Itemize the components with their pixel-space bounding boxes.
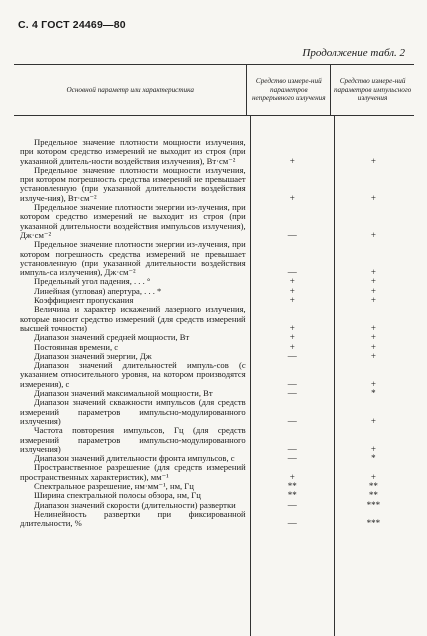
pulsed-mark: + [370,443,376,454]
parameter-description: Диапазон значений скважности импульсов (для средств измерений параметров импульсно-модулированного излучения) [20,397,246,426]
pulsed-mark: + [370,276,376,287]
pulsed-mark: * [371,453,376,464]
table-row [14,426,414,454]
table-row [14,240,414,277]
table-row [14,463,414,482]
parameter-description: Нелинейность развертки при фиксированной длительности, % [20,508,246,529]
pulsed-mark: + [370,192,376,203]
pulsed-mark: + [370,332,376,343]
column-header-continuous: Средство измере-ний параметров непрерывного излучения [246,65,330,115]
continuous-mark: + [289,322,295,333]
parameter-description: Диапазон значений скорости (длительности) развертки [34,499,236,510]
parameter-description: Диапазон значений средней мощности, Вт [34,332,190,343]
pulsed-mark: + [370,341,376,352]
pulsed-mark: + [370,415,376,426]
table-row [14,203,414,240]
parameter-description: Предельное значение плотности энергии из-лучения, при котором средство измерений не выходит из строя (при указанной длительности воздействия импульсов излучения), Дж·см⁻² [20,202,246,240]
parameter-description: Спектральное разрешение, нм·мм⁻¹, нм, Гц [34,480,194,491]
continuous-mark: — [287,229,297,240]
table-header [14,65,414,116]
pulsed-mark: + [370,350,376,361]
column-header-pulsed: Средство измере-ний параметров импульсного излучения [330,65,414,115]
continuous-mark: + [289,276,295,287]
parameter-description: Предельное значение плотности энергии из-лучения, при котором погрешность средства измерений не превышает установленную (при указанной длительности воздействия импуль-са излучения), Дж·см⁻² [20,239,246,278]
table-row [14,138,414,166]
pulsed-mark: ** [368,490,378,501]
continuous-mark: — [287,388,297,399]
pulsed-mark: + [370,471,376,482]
continuous-mark: — [287,499,297,510]
continuous-mark: ** [287,480,297,491]
column-header-main: Основной параметр или характеристика [66,85,194,94]
column-divider [334,116,335,636]
parameter-description: Диапазон значений длительностей импуль-сов (с указанием относительного уровня, на котором производятся измерения), с [20,360,246,389]
pulsed-mark: + [370,378,376,389]
column-divider [250,116,251,636]
continuous-mark: + [289,341,295,352]
pulsed-mark: ** [368,480,378,491]
pulsed-mark: * [371,388,376,399]
continuous-mark: — [287,518,297,529]
parameters-table [14,64,414,636]
continuous-mark: + [289,332,295,343]
pulsed-mark: + [370,295,376,306]
table-rows [14,116,414,528]
parameter-description: Диапазон значений максимальной мощности, Вт [34,388,213,399]
pulsed-mark: + [370,285,376,296]
continuous-mark: + [289,155,295,166]
parameter-description: Ширина спектральной полосы обзора, нм, Гц [34,490,201,501]
parameter-description: Предельное значение плотности мощности излучения, при котором средство измерений не выходит из строя (при указанной длитель-ности воздействия излучения), Вт·см⁻² [20,137,246,166]
parameter-description: Диапазон значений энергии, Дж [34,350,152,361]
parameter-description: Постоянная времени, с [34,341,119,352]
parameter-description: Пространственное разрешение (для средств измерений пространственных характеристик), мм⁻¹ [20,462,246,482]
parameter-description: Частота повторения импульсов, Гц (для средств измерений параметров импульсно-модулированного излучения) [20,425,246,454]
table-body [14,116,414,636]
parameter-description: Коэффициент пропускания [34,295,134,306]
table-row [14,361,414,389]
pulsed-mark: + [370,229,376,240]
continuous-mark: + [289,285,295,296]
pulsed-mark: *** [366,518,381,529]
table-row [14,305,414,333]
table-row [14,510,414,529]
continuous-mark: + [289,471,295,482]
continuous-mark: + [289,192,295,203]
continuous-mark: ** [287,490,297,501]
pulsed-mark: + [370,155,376,166]
pulsed-mark: + [370,322,376,333]
parameter-description: Предельное значение плотности мощности излучения, при котором погрешность средства измерений не превышает установленную (при указанной длительности воздействия излуче-ния), Вт·см⁻² [20,164,246,203]
continuous-mark: + [289,295,295,306]
parameter-description: Линейная (угловая) апертура, . . . * [34,285,162,296]
pulsed-mark: *** [366,499,381,510]
continuous-mark: — [287,267,297,278]
continuous-mark: — [287,453,297,464]
table-row [14,398,414,426]
page-header: С. 4 ГОСТ 24469—80 [18,19,126,31]
continuous-mark: — [287,443,297,454]
continuous-mark: — [287,378,297,389]
pulsed-mark: + [370,267,376,278]
parameter-description: Величина и характер искажений лазерного излучения, которые вносит средство измерений (для средств измерений высшей точности) [20,304,246,333]
continuous-mark: — [287,415,297,426]
parameter-description: Предельный угол падения, . . . ° [34,276,151,287]
parameter-description: Диапазон значений длительности фронта импульсов, с [34,453,235,464]
continuous-mark: — [287,350,297,361]
table-row [14,166,414,203]
table-continued-caption: Продолжение табл. 2 [302,47,405,59]
